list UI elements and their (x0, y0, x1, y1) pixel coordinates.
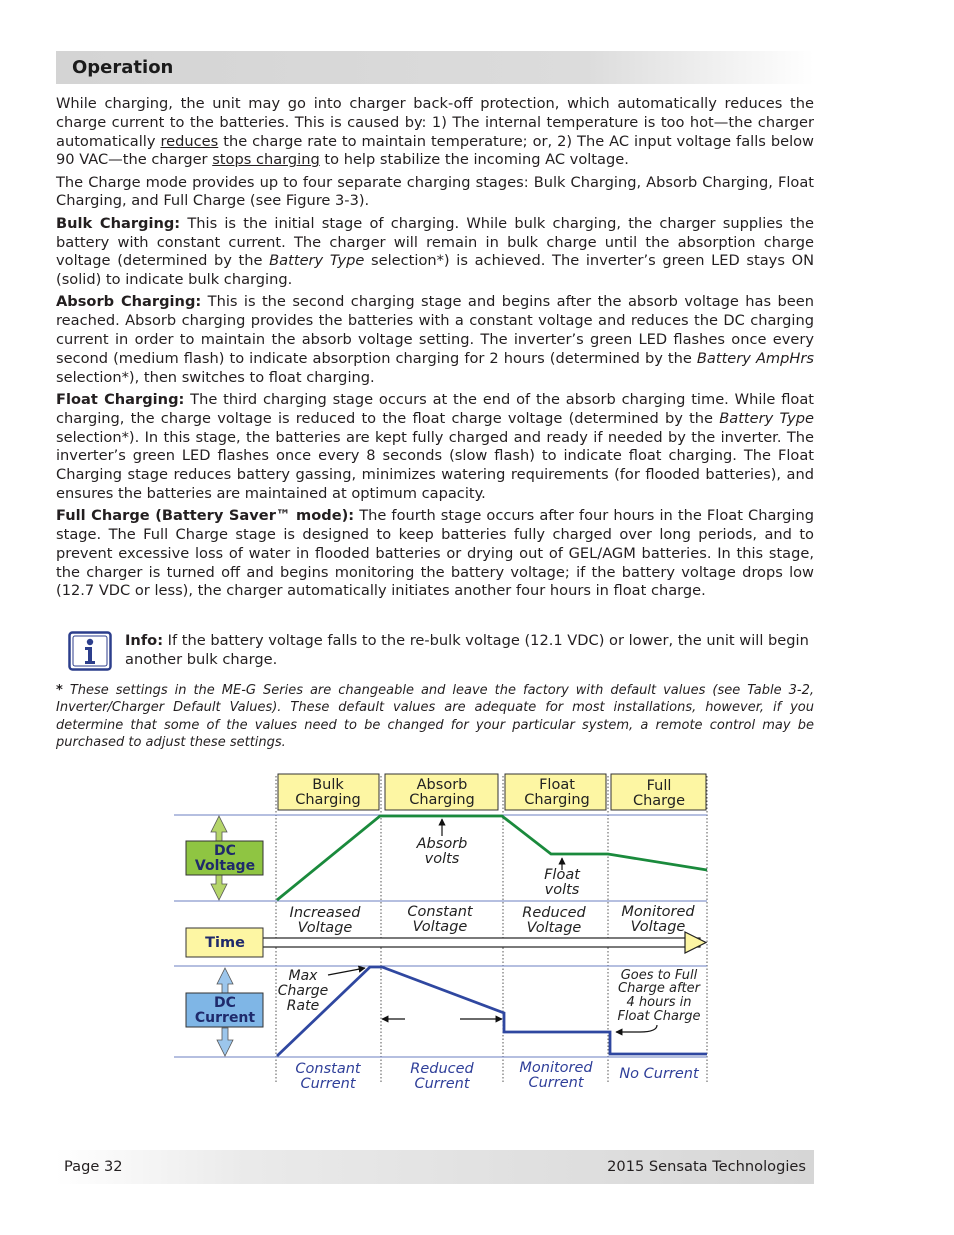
stage-full-line1: Full (646, 778, 672, 794)
voltage-note-constant-line1: Constant (407, 904, 473, 920)
dc-current-line1: DC (214, 995, 236, 1011)
current-note-reduced-line1: Reduced (410, 1061, 474, 1077)
dc-voltage-label (186, 816, 263, 900)
max-charge-line1: Max (288, 968, 318, 984)
max-charge-line2: Charge (277, 983, 329, 999)
full-charge-note-line4: Float Charge (617, 1009, 701, 1024)
stage-full-line2: Charge (632, 793, 686, 809)
voltage-note-increased-line1: Increased (289, 905, 361, 921)
paragraph-charge-mode: The Charge mode provides up to four separate charging stages: Bulk Charging, Absorb Charging, Float Charging, and Full Charge (see Figure 3-3). (56, 173, 814, 210)
current-note-none: No Current (619, 1066, 699, 1082)
stage-float-line2: Charging (524, 792, 590, 808)
dc-current-line2: Current (194, 1010, 256, 1026)
dc-voltage-line2: Voltage (194, 858, 256, 874)
paragraph-float: Float Charging: The third charging stage occurs at the end of the absorb charging time. While float charging, the charge voltage is reduced to the float charge voltage (determined by the Battery Type selection*). In this stage, the batteries are kept fully charged and ready if needed by the inverter. The inverter’s green LED flashes once every 8 seconds (slow flash) to indicate float charging. The Float Charging stage reduces battery gassing, minimizes watering requirements (for flooded batteries), and ensures the batteries are maintained at optimum capacity. (56, 390, 815, 502)
full-charge-note-line1: Goes to Full (620, 968, 698, 983)
info-note (68, 631, 814, 673)
paragraph-backoff: While charging, the unit may go into charger back-off protection, which automatically reduces the charge current to the batteries. This is caused by: 1) The internal temperature is too hot—the charger automatically reduces the charge rate to maintain temperature; or, 2) The AC input voltage falls below 90 VAC—the charger stops charging to help stabilize the incoming AC voltage. (56, 95, 814, 169)
stage-headers (278, 774, 706, 810)
full-charge-note-line3: 4 hours in (626, 995, 692, 1010)
charging-stages-diagram (170, 770, 715, 1100)
max-charge-line3: Rate (286, 998, 320, 1014)
voltage-note-increased-line2: Voltage (297, 920, 353, 936)
current-notes (295, 1060, 700, 1092)
dc-current-label (186, 968, 263, 1056)
page-number: Page 32 (64, 1158, 123, 1175)
paragraph-absorb: Absorb Charging: This is the second charging stage and begins after the absorb voltage has been reached. Absorb charging provides the batteries with a constant voltage and reduces the DC charging current in order to maintain the absorb voltage setting. The inverter’s green LED flashes once every second (medium flash) to indicate absorption charging for 2 hours (determined by the Battery AmpHrs selection*), then switches to float charging. (56, 293, 814, 386)
page-footer (56, 1150, 814, 1184)
voltage-note-monitored-line2: Voltage (630, 919, 686, 935)
time-label: Time (205, 935, 245, 951)
float-volts-line1: Float (544, 867, 580, 883)
footnote: * These settings in the ME-G Series are changeable and leave the factory with default values (see Table 3-2, Inverter/Charger Default Values). These default values are adequate for most installations, however, if you determine that some of the values need to be changed for your particular system, a remote control may be purchased to adjust these settings. (56, 683, 814, 750)
paragraph-full-charge: Full Charge (Battery Saver™ mode): The fourth stage occurs after four hours in the Float Charging stage. The Full Charge stage is designed to keep batteries fully charged over long periods, and to prevent excessive loss of water in flooded batteries or drying out of GEL/AGM batteries. In this stage, the charger is turned off and begins monitoring the battery voltage; if the battery voltage drops low (12.7 VDC or less), the charger automatically initiates another four hours in float charge. (56, 507, 815, 600)
full-charge-note-arrow (616, 1025, 657, 1032)
stage-bulk-line2: Charging (295, 792, 361, 808)
max-charge-rate-arrow (328, 968, 365, 975)
section-header-bar (56, 51, 814, 84)
stage-float-line1: Float (539, 777, 575, 793)
dc-voltage-line1: DC (214, 843, 236, 859)
info-icon (68, 631, 112, 671)
body-text (56, 95, 814, 605)
stage-absorb-line2: Charging (409, 792, 475, 808)
voltage-notes (290, 904, 696, 936)
current-note-monitored-line1: Monitored (519, 1060, 593, 1076)
current-note-reduced-line2: Current (414, 1076, 470, 1092)
voltage-note-reduced-line2: Voltage (526, 920, 582, 936)
voltage-note-monitored-line1: Monitored (621, 904, 695, 920)
section-title: Operation (72, 57, 174, 78)
voltage-note-constant-line2: Voltage (412, 919, 468, 935)
stage-bulk-line1: Bulk (312, 777, 344, 793)
absorb-volts-line2: volts (424, 851, 460, 867)
stage-absorb-line1: Absorb (416, 777, 468, 793)
voltage-note-reduced-line1: Reduced (522, 905, 586, 921)
info-text: Info: If the battery voltage falls to the re-bulk voltage (12.1 VDC) or lower, the unit will begin another bulk charge. (125, 632, 809, 668)
current-note-constant-line2: Current (300, 1076, 356, 1092)
float-volts-line2: volts (544, 882, 580, 898)
copyright: 2015 Sensata Technologies (607, 1158, 806, 1175)
current-note-monitored-line2: Current (528, 1075, 584, 1091)
voltage-curve (277, 816, 707, 900)
paragraph-bulk: Bulk Charging: This is the initial stage of charging. While bulk charging, the charger supplies the battery with constant current. The charger will remain in bulk charge until the absorption charge voltage (determined by the Battery Type selection*) is achieved. The inverter’s green LED stays ON (solid) to indicate bulk charging. (56, 214, 814, 289)
full-charge-note-line2: Charge after (618, 981, 700, 996)
absorb-volts-line1: Absorb (416, 836, 468, 852)
current-note-constant-line1: Constant (295, 1061, 361, 1077)
